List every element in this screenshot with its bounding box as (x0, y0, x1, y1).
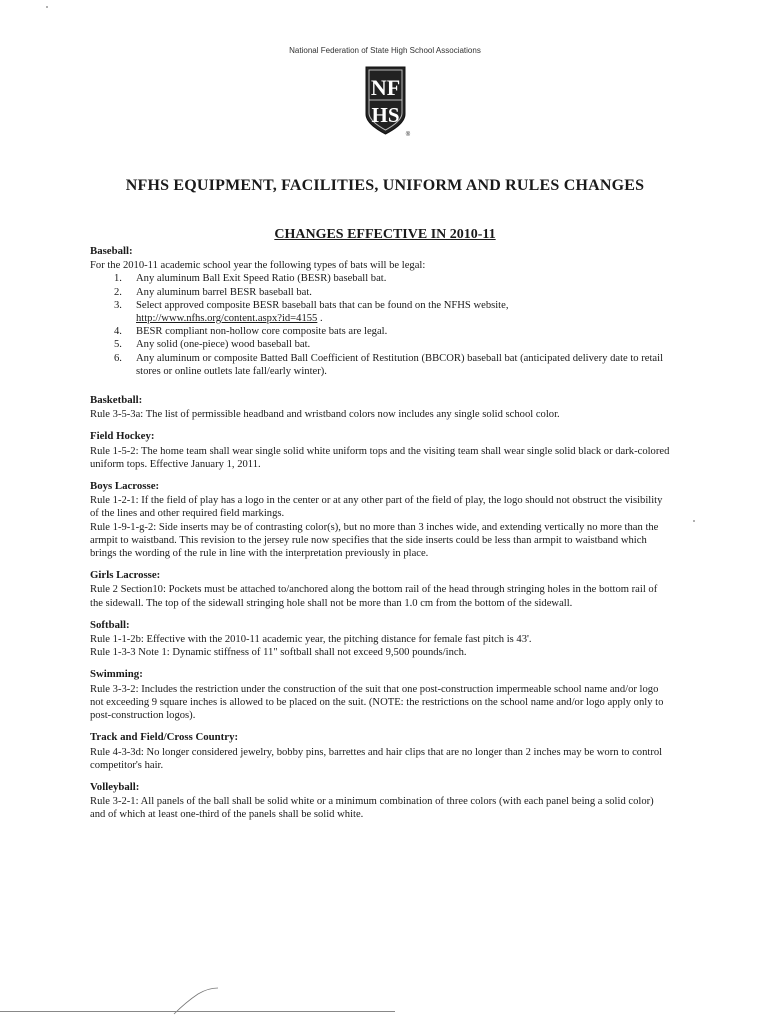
list-item (90, 338, 670, 351)
list-text: BESR compliant non-hollow core composite bats are legal. (136, 326, 388, 338)
footer-rule (0, 1011, 395, 1012)
list-text: Any aluminum Ball Exit Speed Ratio (BESR) baseball bat. (136, 273, 387, 285)
list-item (90, 352, 670, 378)
list-text: Any aluminum or composite Batted Ball Coefficient of Restitution (BBCOR) baseball bat (anticipated delivery date to retail stores or online outlets late fall/early winter). (136, 352, 664, 377)
rule-text: Rule 3-3-2: Includes the restriction under the construction of the suit that one post-construction impermeable school name and/or logo not exceeding 9 square inches is allowed to be placed on the suit. (NOTE: the restrictions on the school name and/or logo apply only to post-construction logos). (90, 683, 664, 722)
rule-text: Rule 4-3-3d: No longer considered jewelry, bobby pins, barrettes and hair clips that are no longer than 2 inches may be worn to control competitor's hair. (90, 746, 663, 771)
list-item (90, 272, 670, 285)
registered-mark: ® (405, 132, 411, 138)
list-item (90, 286, 670, 299)
section-field-hockey (90, 430, 670, 471)
scan-speck (46, 6, 48, 8)
list-number: 6. (114, 352, 122, 364)
rule-text: Rule 1-3-3 Note 1: Dynamic stiffness of 11" softball shall not exceed 9,500 pounds/inch. (90, 647, 467, 659)
rule-text: Rule 2 Section10: Pockets must be attached to/anchored along the bottom rail of the head through stringing holes in the bottom rail of the sidewall. The top of the sidewall stringing hole shall not be more than 1.0 cm from the bottom of the sidewall. (90, 584, 658, 609)
section-baseball (90, 245, 670, 378)
section-swimming (90, 668, 670, 722)
list-number: 1. (114, 273, 122, 285)
logo-text-bottom: HS (371, 103, 400, 127)
list-text: Any solid (one-piece) wood baseball bat. (136, 339, 311, 351)
section-heading: Basketball: (90, 394, 143, 407)
baseball-intro: For the 2010-11 academic school year the following types of bats will be legal: (90, 260, 426, 272)
document-title: NFHS EQUIPMENT, FACILITIES, UNIFORM AND RULES CHANGES (125, 177, 645, 194)
logo-text-top: NF (370, 75, 401, 100)
organization-name: National Federation of State High School Associations (289, 46, 481, 55)
list-item (90, 325, 670, 338)
rule-text: Rule 1-9-1-g-2: Side inserts may be of contrasting color(s), but no more than 3 inches wide, and extending vertically no more than the armpit to waistband. This revision to the jersey rule now specifies that the side inserts could be less than armpit to waistband which brings the wording of the rule in line with the interpretation previously in place. (90, 521, 659, 560)
link-suffix: . (317, 313, 323, 325)
section-heading: Baseball: (90, 245, 133, 257)
list-item (90, 299, 670, 325)
section-heading: Swimming: (90, 668, 143, 681)
baseball-bat-list (90, 272, 670, 378)
section-girls-lacrosse (90, 569, 670, 610)
section-heading: Girls Lacrosse: (90, 569, 161, 582)
section-track-field (90, 731, 670, 772)
list-number: 5. (114, 339, 122, 351)
list-text: Select approved composite BESR baseball bats that can be found on the NFHS website, (136, 299, 509, 311)
document-subtitle: CHANGES EFFECTIVE IN 2010-11 (274, 227, 496, 242)
rule-text: Rule 3-5-3a: The list of permissible headband and wristband colors now includes any single solid school color. (90, 409, 560, 421)
section-softball (90, 619, 670, 660)
section-heading: Track and Field/Cross Country: (90, 731, 239, 744)
section-heading: Softball: (90, 618, 130, 631)
section-basketball (90, 394, 670, 421)
list-number: 3. (114, 299, 122, 311)
list-number: 4. (114, 326, 122, 338)
list-number: 2. (114, 286, 122, 298)
list-text: Any aluminum barrel BESR baseball bat. (136, 286, 312, 298)
section-boys-lacrosse (90, 480, 670, 560)
rules-content (90, 245, 670, 831)
rule-text: Rule 1-2-1: If the field of play has a logo in the center or at any other part of the field of play, the logo should not obstruct the visibility of the lines and other required field markings. (90, 495, 663, 520)
section-heading: Boys Lacrosse: (90, 480, 160, 493)
nfhs-shield-logo (361, 64, 413, 138)
section-volleyball (90, 781, 670, 822)
rule-text: Rule 1-5-2: The home team shall wear single solid white uniform tops and the visiting team shall wear single solid black or dark-colored uniform tops. Effective January 1, 2011. (90, 445, 670, 470)
rule-text: Rule 1-1-2b: Effective with the 2010-11 academic year, the pitching distance for female fast pitch is 43'. (90, 634, 532, 646)
rule-text: Rule 3-2-1: All panels of the ball shall be solid white or a minimum combination of three colors (with each panel being a solid color) and of which at least one-third of the panels shall be solid white. (90, 796, 654, 821)
section-heading: Field Hockey: (90, 430, 155, 443)
scan-speck (693, 520, 695, 522)
section-heading: Volleyball: (90, 780, 140, 793)
nfhs-website-link[interactable]: http://www.nfhs.org/content.aspx?id=4155 (136, 313, 318, 325)
